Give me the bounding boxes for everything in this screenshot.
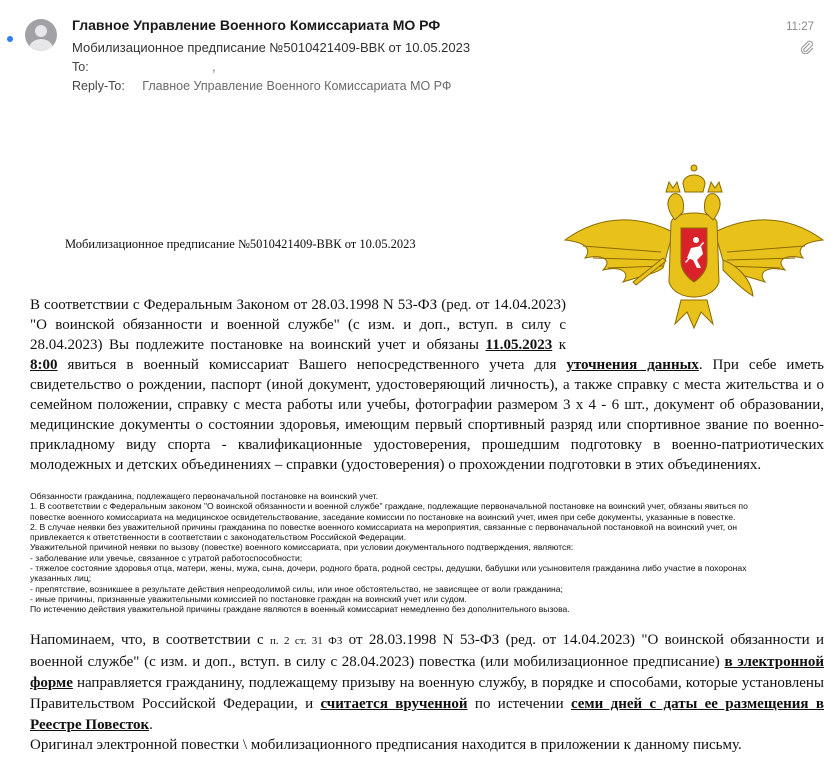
reply-to-value[interactable]: Главное Управление Военного Комиссариата МО РФ	[142, 79, 452, 93]
notice-line: 2. В случае неявки без уважительной причины гражданина по повестке военного комиссариата на мероприятия, связанные с первоначальной постановкой на воинский учет, он	[30, 521, 738, 532]
paragraph-text: по истечении	[467, 696, 571, 712]
notice-line: Уважительной причиной неявки по вызову (повестке) военного комиссариата, при условии документального подтверждения, являются:	[30, 542, 574, 553]
notice-line: По истечению действия уважительной причины граждане являются в военный комиссариат немедленно без дополнительного вызова.	[30, 604, 570, 615]
notice-line: - заболевание или увечье, связанное с утратой работоспособности;	[30, 552, 303, 563]
duties-notice	[30, 491, 826, 615]
paperclip-icon[interactable]	[800, 40, 814, 54]
document-title: Мобилизационное предписание №5010421409-ВВК от 10.05.2023	[65, 237, 416, 251]
to-label: To:	[72, 60, 89, 74]
paragraph-text: В соответствии с Федеральным Законом от 28.03.1998 N 53-ФЗ (ред. от 14.04.2023) "О воинской обязанности и военной службе" (с изм. и доп., вступ. в силу с 28.04.2023) Вы подлежите постановке на воинский учет и обязаны	[30, 297, 566, 353]
reply-to-label: Reply-To:	[72, 79, 125, 93]
electronic-form-phrase: в электронной форме	[30, 654, 824, 691]
notice-line: повестке военного комиссариата на медицинское освидетельствование, заседание комиссии по постановке на воинский учет, имея при себе документы, указанные в повестке.	[30, 511, 736, 522]
law-reference: п. 2 ст. 31 ФЗ	[270, 635, 343, 647]
notice-line: привлекается к ответственности в соответствии с законодательством Российской Федерации.	[30, 532, 407, 543]
report-time: 8:00	[30, 357, 58, 373]
notice-line: 1. В соответствии с Федеральным законом "О воинской обязанности и военной службе" граждане, подлежащие первоначальной постановке на воинский учет, обязаны явиться по	[30, 501, 748, 512]
emblem-spacer	[566, 295, 824, 355]
paragraph-text: направляется гражданину, подлежащему призыву на военную службу, в порядке и способами, которые установлены Правительством Российской Федерации, и	[30, 675, 824, 712]
notice-line: - иные причины, признанные уважительными комиссией по постановке граждан на воинский учет или судом.	[30, 593, 467, 604]
reminder-paragraph	[30, 630, 824, 736]
unread-indicator	[7, 36, 13, 42]
reply-to-row	[72, 79, 451, 93]
notice-line: Обязанности гражданина, подлежащего первоначальной постановке на воинский учет.	[30, 491, 379, 501]
considered-served-phrase: считается врученной	[320, 696, 468, 712]
paragraph-text: к	[552, 337, 566, 353]
paragraph-text: .	[149, 717, 153, 733]
notice-line: - тяжелое состояние здоровья отца, матери, жены, мужа, сына, дочери, родного брата, родной сестры, дедушки, бабушки или усыновителя гражданина либо участие в похоронах	[30, 563, 747, 574]
notice-line: указанных лиц;	[30, 573, 92, 584]
attachment-note: Оригинал электронной повестки \ мобилизационного предписания находится в приложении к данному письму.	[30, 737, 742, 753]
email-header	[0, 0, 838, 100]
to-value[interactable]: ,	[212, 60, 216, 74]
paragraph-text: от 28.03.1998 N 53-ФЗ (ред. от 14.04.2023) "О воинской обязанности и военной службе" (с изм. и доп., вступ. в силу с 28.04.2023) повестка (или мобилизационное предписание)	[30, 632, 824, 670]
email-subject: Мобилизационное предписание №5010421409-ВВК от 10.05.2023	[72, 40, 471, 55]
sender-name[interactable]: Главное Управление Военного Комиссариата МО РФ	[72, 17, 441, 33]
main-paragraph	[30, 295, 824, 475]
avatar-head	[35, 25, 47, 37]
received-time: 11:27	[786, 21, 814, 33]
paragraph-text: явиться в военный комиссариат Вашего непосредственного учета для	[57, 357, 567, 373]
clarify-data-phrase: уточнения данных	[566, 357, 699, 373]
paragraph-text: Напоминаем, что, в соответствии с	[30, 632, 271, 648]
sender-avatar[interactable]	[25, 19, 57, 51]
seven-days-phrase: семи дней с даты ее размещения в Реестре Повесток	[30, 696, 824, 733]
notice-line: - препятствие, возникшее в результате действия непреодолимой силы, или иное обстоятельство, не зависящее от воли гражданина;	[30, 583, 563, 594]
report-date: 11.05.2023	[485, 337, 553, 353]
to-row	[72, 60, 216, 74]
avatar-shoulders	[29, 39, 53, 51]
paragraph-text: . При себе иметь свидетельство о рождении, паспорт (иной документ, удостоверяющий личность), а также справку с места жительства и о семейном положении, справку с места работы или учебы, фотографии размером 3 х 4 - 6 шт., документ об образовании, медицинские документы о состоянии здоровья, имеющим первый спортивный разряд или спортивное звание по военно-прикладному виду спорта - квалификационные удостоверения, прошедшим подготовку в военно-патриотических молодежных и детских объединениях – справки (удостоверения) о прохождении подготовки в этих объединениях.	[30, 357, 824, 473]
